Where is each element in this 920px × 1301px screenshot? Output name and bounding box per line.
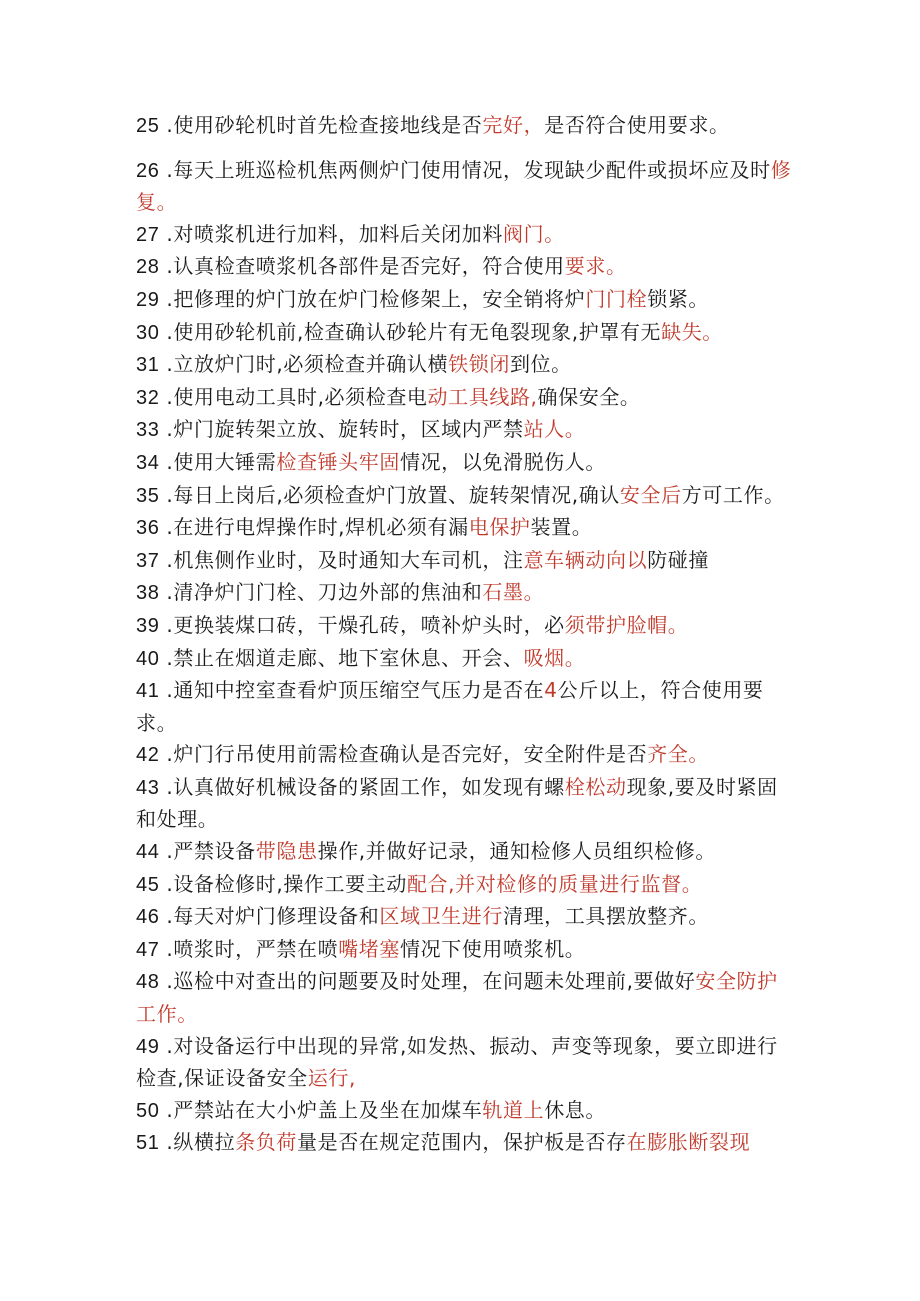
rule-item: 36 .在进行电焊操作时,焊机必须有漏电保护装置。 (136, 515, 593, 540)
rule-text: 使用砂轮机前,检查确认砂轮片有无龟裂现象,护罩有无 (173, 319, 662, 344)
rule-highlight-text: 缺失。 (661, 319, 723, 344)
rule-text: 方可工作。 (681, 482, 785, 507)
rule-number: 49 (136, 1035, 160, 1058)
rule-highlight-text: 运行, (307, 1066, 356, 1091)
rule-number: 51 (136, 1132, 160, 1155)
rule-highlight-text: 栓松动 (564, 774, 627, 799)
rule-item: 43 .认真做好机械设备的紧固工作，如发现有螺栓松动现象,要及时紧固和处理。 (136, 774, 778, 832)
rule-number: 41 (136, 680, 160, 703)
rule-highlight-text: 须带护脸帽。 (564, 612, 689, 637)
rule-text: 把修理的炉门放在炉门检修架上，安全销将炉 (173, 286, 586, 311)
rule-text: 清理，工具摆放整齐。 (502, 904, 709, 929)
rule-number: 34 (136, 451, 160, 474)
rule-item: 25 .使用砂轮机时首先检查接地线是否完好，是否符合使用要求。 (136, 113, 730, 137)
rule-text: 严禁设备 (173, 839, 256, 864)
rule-item: 32 .使用电动工具时,必须检查电动工具线路,确保安全。 (136, 384, 641, 409)
rule-number: 42 (136, 744, 160, 767)
rule-item: 47 .喷浆时，严禁在喷嘴堵塞情况下使用喷浆机。 (136, 936, 586, 961)
rule-highlight-text: 电保护 (468, 515, 531, 540)
rule-number: 39 (136, 614, 160, 637)
rule-number: 28 (136, 256, 160, 279)
rule-number: 30 (136, 321, 160, 344)
rule-highlight-text: 带隐患 (255, 839, 318, 864)
rule-item: 33 .炉门旋转架立放、旋转时，区域内严禁站人。 (136, 417, 586, 442)
rule-number: 47 (136, 938, 160, 961)
rule-number: 50 (136, 1099, 160, 1122)
rule-text: 每日上岗后,必须检查炉门放置、旋转架情况,确认 (173, 482, 620, 507)
rule-highlight-text: 在膨胀断裂现 (626, 1130, 751, 1155)
rule-item: 46 .每天对炉门修理设备和区域卫生进行清理，工具摆放整齐。 (136, 904, 709, 929)
rule-number: 31 (136, 354, 160, 377)
rule-highlight-text: 4 (544, 678, 558, 703)
rule-text: 机焦侧作业时，及时通知大车司机，注 (173, 547, 524, 572)
rule-highlight-text: 完好， (482, 113, 545, 137)
rule-text: 严禁站在大小炉盖上及坐在加煤车 (173, 1097, 483, 1122)
rule-text: 情况下使用喷浆机。 (400, 936, 586, 961)
rule-text: 清净炉门门栓、刀边外部的焦油和 (173, 580, 483, 605)
rule-text: 是否符合使用要求。 (544, 113, 730, 137)
rule-highlight-text: 要求。 (564, 254, 627, 279)
rule-item: 37 .机焦侧作业时，及时通知大车司机，注意车辆动向以防碰撞 (136, 547, 709, 572)
rule-item: 26 .每天上班巡检机焦两侧炉门使用情况，发现缺少配件或损坏应及时修复。 (136, 157, 792, 215)
rule-text: 纵横拉 (173, 1130, 236, 1155)
rule-item: 45 .设备检修时,操作工要主动配合,并对检修的质量进行监督。 (136, 871, 703, 896)
rule-number: 32 (136, 386, 160, 409)
rule-item: 49 .对设备运行中出现的异常,如发热、振动、声变等现象，要立即进行检查,保证设备安全运行, (136, 1033, 778, 1091)
rule-highlight-text: 石墨。 (482, 580, 545, 605)
rule-text: 认真做好机械设备的紧固工作，如发现有螺 (173, 774, 565, 799)
rule-highlight-text: 齐全。 (647, 742, 709, 767)
rule-text: 禁止在烟道走廊、地下室休息、开会、 (173, 645, 524, 670)
rule-item: 40 .禁止在烟道走廊、地下室休息、开会、吸烟。 (136, 645, 586, 670)
rule-highlight-text: 吸烟。 (523, 645, 586, 670)
rule-text: 到位。 (509, 352, 572, 377)
rule-highlight-text: 安全后 (619, 482, 682, 507)
rule-item: 30 .使用砂轮机前,检查确认砂轮片有无龟裂现象,护罩有无缺失。 (136, 319, 723, 344)
rule-item: 51 .纵横拉条负荷量是否在规定范围内，保护板是否存在膨胀断裂现 (136, 1130, 751, 1155)
rule-number: 40 (136, 647, 160, 670)
rule-text: 巡检中对查出的问题要及时处理，在问题未处理前,要做好 (173, 969, 696, 994)
rule-text: 量是否在规定范围内，保护板是否存 (297, 1130, 627, 1155)
rule-number: 44 (136, 841, 160, 864)
rule-text: 情况，以免滑脱伤人。 (399, 449, 606, 474)
rule-highlight-text: 铁锁闭 (448, 352, 510, 377)
rule-text: 立放炉门时,必须检查并确认横 (173, 352, 449, 377)
rule-number: 43 (136, 776, 160, 799)
rule-item: 35 .每日上岗后,必须检查炉门放置、旋转架情况,确认安全后方可工作。 (136, 482, 785, 507)
rule-item: 28 .认真检查喷浆机各部件是否完好，符合使用要求。 (136, 254, 627, 279)
rule-text: 对喷浆机进行加料，加料后关闭加料 (173, 221, 503, 246)
rule-text: 对设备运行中出现的异常,如发热、振动、声变等现象，要立即进行检查,保证设备安全 (136, 1033, 778, 1091)
rule-text: 认真检查喷浆机各部件是否完好，符合使用 (173, 254, 565, 279)
rule-number: 38 (136, 582, 160, 605)
rule-number: 27 (136, 223, 160, 246)
rule-highlight-text: 站人。 (523, 417, 586, 442)
rule-item: 29 .把修理的炉门放在炉门检修架上，安全销将炉门门栓锁紧。 (136, 286, 709, 311)
rule-highlight-text: 阀门。 (502, 221, 565, 246)
rule-number: 36 (136, 517, 160, 540)
rule-highlight-text: 轨道上 (482, 1097, 545, 1122)
rule-text: 现象,要及时紧固和处理。 (136, 774, 778, 832)
rule-text: 装置。 (530, 515, 593, 540)
rule-text: 每天对炉门修理设备和 (173, 904, 380, 929)
rule-text: 公斤以上，符合使用要求。 (136, 678, 764, 735)
rule-item: 42 .炉门行吊使用前需检查确认是否完好，安全附件是否齐全。 (136, 742, 709, 767)
rule-number: 26 (136, 159, 160, 182)
rule-text: 使用大锤需 (173, 449, 277, 474)
rule-text: 更换装煤口砖，干燥孔砖，喷补炉头时，必 (173, 612, 565, 637)
rule-highlight-text: 条负荷 (235, 1130, 297, 1155)
rule-highlight-text: 门门栓 (585, 286, 648, 311)
safety-rule-list (136, 110, 796, 1160)
rule-item: 38 .清净炉门门栓、刀边外部的焦油和石墨。 (136, 580, 545, 605)
rule-text: 确保安全。 (537, 384, 641, 409)
rule-highlight-text: 安全防护工作。 (136, 969, 778, 1027)
rule-number: 46 (136, 906, 160, 929)
rule-item: 31 .立放炉门时,必须检查并确认横铁锁闭到位。 (136, 352, 572, 377)
rule-number: 35 (136, 484, 160, 507)
rule-item: 48 .巡检中对查出的问题要及时处理，在问题未处理前,要做好安全防护工作。 (136, 969, 778, 1027)
rule-item: 34 .使用大锤需检查锤头牢固情况，以免滑脱伤人。 (136, 449, 606, 474)
rule-text: 在进行电焊操作时,焊机必须有漏 (173, 515, 469, 540)
rule-text: 锁紧。 (647, 286, 709, 311)
rule-text: 喷浆时，严禁在喷 (173, 936, 339, 961)
rule-number: 33 (136, 419, 160, 442)
rule-text: 炉门行吊使用前需检查确认是否完好，安全附件是否 (173, 742, 648, 767)
rule-text: 通知中控室查看炉顶压缩空气压力是否在 (173, 678, 545, 703)
rule-text: 炉门旋转架立放、旋转时，区域内严禁 (173, 417, 524, 442)
rule-highlight-text: 配合,并对检修的质量进行监督。 (406, 871, 703, 896)
rule-item: 27 .对喷浆机进行加料，加料后关闭加料阀门。 (136, 221, 565, 246)
rule-text: 使用电动工具时,必须检查电 (173, 384, 428, 409)
rule-number: 29 (136, 288, 160, 311)
rule-text: 操作,并做好记录，通知检修人员组织检修。 (317, 839, 716, 864)
rule-text: 使用砂轮机时首先检查接地线是否 (173, 113, 483, 137)
rule-number: 37 (136, 549, 160, 572)
rule-highlight-text: 区域卫生进行 (379, 904, 503, 929)
rule-number: 25 (136, 115, 160, 137)
rule-text: 每天上班巡检机焦两侧炉门使用情况，发现缺少配件或损坏应及时 (173, 157, 771, 182)
rule-number: 48 (136, 971, 160, 994)
rule-text: 休息。 (544, 1097, 606, 1122)
rule-text: 防碰撞 (647, 547, 709, 572)
rule-item: 50 .严禁站在大小炉盖上及坐在加煤车轨道上休息。 (136, 1097, 606, 1122)
rule-item: 39 .更换装煤口砖，干燥孔砖，喷补炉头时，必须带护脸帽。 (136, 612, 689, 637)
rule-number: 45 (136, 873, 160, 896)
rule-highlight-text: 修复。 (136, 157, 792, 215)
rule-highlight-text: 意车辆动向以 (523, 547, 648, 572)
rule-item: 41 .通知中控室查看炉顶压缩空气压力是否在4公斤以上，符合使用要求。 (136, 678, 764, 735)
rule-item: 44 .严禁设备带隐患操作,并做好记录，通知检修人员组织检修。 (136, 839, 716, 864)
rule-highlight-text: 嘴堵塞 (338, 936, 400, 961)
rule-text: 设备检修时,操作工要主动 (173, 871, 407, 896)
rule-highlight-text: 检查锤头牢固 (276, 449, 400, 474)
rule-highlight-text: 动工具线路, (427, 384, 538, 409)
